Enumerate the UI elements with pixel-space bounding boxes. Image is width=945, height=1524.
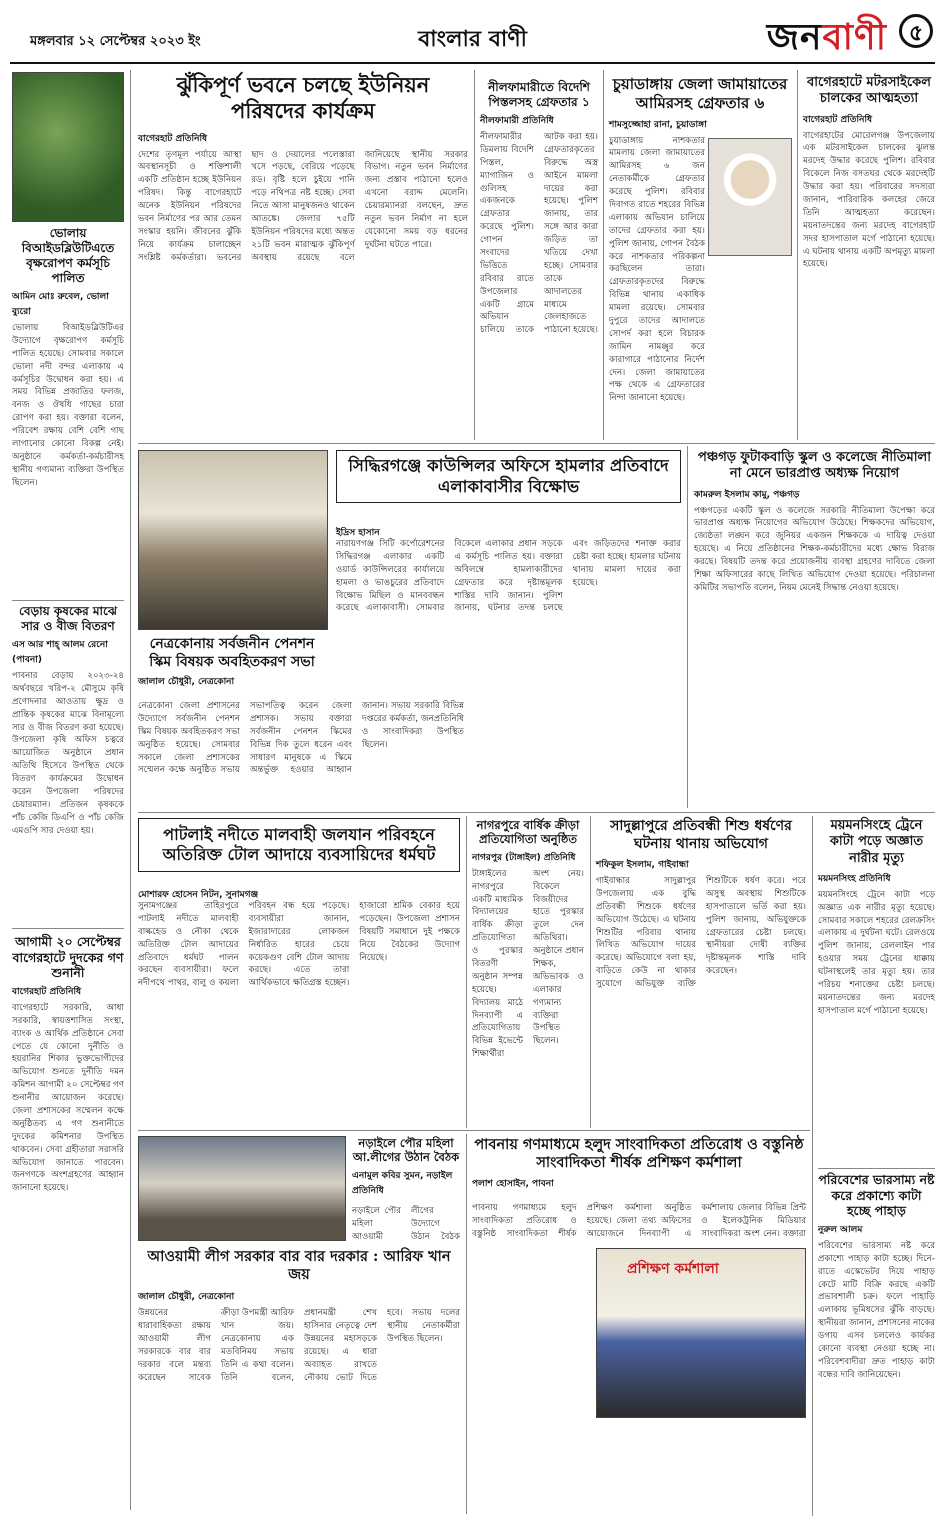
column-rule xyxy=(466,1134,467,1514)
story-awami-league xyxy=(138,1248,460,1507)
headline: আগামী ২০ সেপ্টেম্বর বাগেরহাটে দুদকের গণ শুনানী xyxy=(12,934,124,981)
headline: পঞ্চগড় ফুটাকবাড়ি স্কুল ও কলেজে নীতিমালা না মেনে ভারপ্রাপ্ত অধ্যক্ষ নিয়োগ xyxy=(698,450,931,482)
newspaper-logo xyxy=(767,10,887,70)
story-hills xyxy=(818,1172,935,1515)
headline: নেত্রকোনায় সর্বজনীন পেনশন স্কিম বিষয়ক অবহিতকরণ সভা xyxy=(149,636,315,670)
byline: কামরুল ইসলাম কামু, পঞ্চগড় xyxy=(694,489,800,500)
byline: বাগেরহাট প্রতিনিধি xyxy=(12,986,82,997)
pension-body: নেত্রকোনা জেলা প্রশাসনের উদ্যোগে সর্বজনীন পেনশন স্কিম বিষয়ক অবহিতকরণ সভা অনুষ্ঠিত হয়েছে। সোমবার সকালে জেলা প্রশাসকের সম্মেলন কক্ষে অনুষ্ঠিত সভায় সভাপতিত্ব করেন জেলা প্রশাসক। সভায় বক্তারা সর্বজনীন পেনশন স্কিমের বিভিন্ন দিক তুলে ধরেন এবং সাধারণ মানুষকে এ স্কিমে অন্তর্ভুক্ত হওয়ার আহ্বান জানান। সভায় সরকারি বিভিন্ন দপ্তরের কর্মকর্তা, জনপ্রতিনিধি ও সাংবাদিকরা উপস্থিত ছিলেন। xyxy=(138,701,464,776)
story-sadullapur xyxy=(596,818,806,1115)
byline: শামসুজ্জোহা রানা, চুয়াডাঙ্গা xyxy=(609,119,707,130)
byline: নুরুল আলম xyxy=(818,1224,863,1235)
divider xyxy=(138,1130,810,1131)
story-pension xyxy=(138,636,326,689)
workshop-photo xyxy=(596,1248,806,1418)
divider xyxy=(138,812,935,813)
headline: ভোলায় বিআইডব্লিউটিএতে বৃক্ষরোপণ কর্মসূচি পালিত xyxy=(21,226,115,285)
story-body: চুয়াডাঙ্গায় নাশকতার মামলায় জেলা জামায়াতের আমিরসহ ৬ জন নেতাকর্মীকে গ্রেফতার করেছে পুলিশ। রবিবার দিবাগত রাতে শহরের বিভিন্ন এলাকায় অভিযান চালিয়ে তাদের গ্রেফতার করা হয়। পুলিশ জানায়, গোপন বৈঠক করে নাশকতার পরিকল্পনা করছিলেন তারা। গ্রেফতারকৃতদের বিরুদ্ধে বিভিন্ন থানায় একাধিক মামলা রয়েছে। সোমবার দুপুরে তাদের আদালতে সোপর্দ করা হলে বিচারক জামিন নামঞ্জুর করে কারাগারে পাঠানোর নির্দেশ দেন। জেলা জামায়াতের পক্ষ থেকে এ গ্রেফতারের নিন্দা জানানো হয়েছে। xyxy=(609,135,705,404)
accused-portrait xyxy=(708,138,792,256)
column-rule xyxy=(603,70,604,440)
column-rule xyxy=(474,70,475,440)
byline: এনামুল কবির সুমন, নড়াইল প্রতিনিধি xyxy=(352,1170,453,1196)
story-pabna xyxy=(472,1136,806,1191)
story-body: ভোলায় বিআইডব্লিউটিএর উদ্যোগে বৃক্ষরোপণ কর্মসূচি পালিত হয়েছে। সোমবার সকালে ভোলা নদী বন্দর এলাকায় এ কর্মসূচির উদ্বোধন করা হয়। এ সময় বিভিন্ন প্রজাতির ফলজ, বনজ ও ঔষধি গাছের চারা রোপণ করা হয়। বক্তারা বলেন, পরিবেশ রক্ষায় বেশি বেশি গাছ লাগানোর কোনো বিকল্প নেই। অনুষ্ঠানে কর্মকর্তা-কর্মচারীসহ স্থানীয় গণ্যমান্য ব্যক্তিরা উপস্থিত ছিলেন। xyxy=(12,323,124,488)
tree-planting-photo xyxy=(12,72,124,222)
headline: নড়াইলে পৌর মহিলা আ.লীগের উঠান বৈঠক xyxy=(352,1136,460,1165)
headline: সাদুল্লাপুরে প্রতিবন্ধী শিশু ধর্ষণের ঘটনায় থানায় অভিযোগ xyxy=(610,818,792,852)
byline: পলাশ হোসাইন, পাবনা xyxy=(472,1179,554,1190)
story-jamaat xyxy=(609,75,791,440)
divider xyxy=(138,443,935,444)
story-body: দেশের তৃণমূল পর্যায়ে আস্থা অবস্থানসূচী ও শক্তিশালী একটি প্রতিষ্ঠান হচ্ছে ইউনিয়ন পরিষদ। কিন্তু বাগেরহাটে অনেক ইউনিয়ন পরিষদের ভবন নির্মাণের পর আর তেমন সংস্কার হয়নি। জীবনের ঝুঁকি নিয়ে কার্যক্রম চালাচ্ছেন সংশ্লিষ্ট কর্মকর্তারা। ভবনের ছাদ ও দেয়ালের পলেস্তারা খসে পড়ছে, বেরিয়ে পড়েছে রড। বৃষ্টি হলে চুইয়ে পানি পড়ে নথিপত্র নষ্ট হচ্ছে। সেবা নিতে আসা মানুষজনও থাকেন আতঙ্কে। জেলার ৭৫টি ইউনিয়ন পরিষদের মধ্যে অন্তত ২১টি ভবন মারাত্মক ঝুঁকিপূর্ণ অবস্থায় রয়েছে বলে জানিয়েছে স্থানীয় সরকার বিভাগ। নতুন ভবন নির্মাণের জন্য প্রস্তাব পাঠানো হলেও এখনো বরাদ্দ মেলেনি। চেয়ারম্যানরা বলছেন, দ্রুত নতুন ভবন নির্মাণ না হলে যেকোনো সময় বড় ধরনের দুর্ঘটনা ঘটতে পারে। xyxy=(138,149,468,263)
column-rule xyxy=(466,816,467,1128)
story-nagarpur xyxy=(472,818,584,1123)
masthead-rule xyxy=(10,62,935,64)
story-mymensingh xyxy=(818,818,935,1129)
story-dudok xyxy=(12,934,124,1522)
story-panchagarh xyxy=(694,450,935,805)
column-rule xyxy=(797,70,798,440)
story-body: টাঙ্গাইলের নাগরপুরে একটি মাধ্যমিক বিদ্যালয়ের বার্ষিক ক্রীড়া প্রতিযোগিতা ও পুরস্কার বিতরণী অনুষ্ঠান সম্পন্ন হয়েছে। বিদ্যালয় মাঠে দিনব্যাপী এ প্রতিযোগিতায় বিভিন্ন ইভেন্টে শিক্ষার্থীরা অংশ নেয়। বিকেলে বিজয়ীদের হাতে পুরস্কার তুলে দেন অতিথিরা। অনুষ্ঠানে প্রধান শিক্ষক, অভিভাবক ও এলাকার গণ্যমান্য ব্যক্তিরা উপস্থিত ছিলেন। xyxy=(472,868,584,1060)
headline: বাগেরহাটে মটরসাইকেল চালকের আত্মহত্যা xyxy=(807,75,931,107)
byline: নীলফামারী প্রতিনিধি xyxy=(480,116,554,126)
headline: পাটলাই নদীতে মালবাহী জলযান পরিবহনে অতিরিক্ত টোল আদায়ে ব্যবসায়িদের ধর্মঘট xyxy=(162,825,436,864)
story-body: পরিবেশের ভারসাম্য নষ্ট করে প্রকাশ্যে পাহাড় কাটা হচ্ছে। দিনে-রাতে এস্কেভেটর দিয়ে পাহাড় কেটে মাটি বিক্রি করছে একটি প্রভাবশালী চক্র। ফলে পাহাড়ি এলাকায় ভূমিধসের ঝুঁকি বাড়ছে। স্থানীয়রা জানান, প্রশাসনের নাকের ডগায় এসব চললেও কার্যকর কোনো ব্যবস্থা নেওয়া হচ্ছে না। পরিবেশবাদীরা দ্রুত পাহাড় কাটা বন্ধের দাবি জানিয়েছেন। xyxy=(818,1240,935,1380)
story-body: গাইবান্ধার সাদুল্লাপুর উপজেলায় এক বুদ্ধি প্রতিবন্ধী শিশুকে ধর্ষণের অভিযোগ উঠেছে। এ ঘটনায় শিশুটির পরিবার থানায় লিখিত অভিযোগ দায়ের করেছে। অভিযোগে বলা হয়, বাড়িতে কেউ না থাকার সুযোগে অভিযুক্ত ব্যক্তি শিশুটিকে ধর্ষণ করে। পরে অসুস্থ অবস্থায় শিশুটিকে হাসপাতালে ভর্তি করা হয়। পুলিশ জানায়, অভিযুক্তকে গ্রেফতারের চেষ্টা চলছে। স্থানীয়রা দোষী ব্যক্তির দৃষ্টান্তমূলক শাস্তি দাবি করেছেন। xyxy=(596,876,806,990)
byline: নাগরপুর (টাঙ্গাইল) প্রতিনিধি xyxy=(472,852,576,863)
headline: বেড়ায় কৃষকের মাঝে সার ও বীজ বিতরণ xyxy=(19,604,117,633)
patlai-body: সুনামগঞ্জের তাহিরপুরে পাটলাই নদীতে মালবাহী বাল্কহেড ও নৌকা থেকে অতিরিক্ত টোল আদায়ের প্রতিবাদে ধর্মঘট পালন করছেন ব্যবসায়ীরা। ফলে নদীপথে পাথর, বালু ও কয়লা পরিবহন বন্ধ হয়ে পড়েছে। ব্যবসায়ীরা জানান, ইজারাদারের লোকজন নির্ধারিত হারের চেয়ে কয়েকগুণ বেশি টোল আদায় করছে। এতে তারা আর্থিকভাবে ক্ষতিগ্রস্ত হচ্ছেন। হাজারো শ্রমিক বেকার হয়ে পড়েছেন। উপজেলা প্রশাসন বিষয়টি সমাধানে দুই পক্ষকে নিয়ে বৈঠকের উদ্যোগ নিয়েছে। xyxy=(138,901,460,989)
story-motorcycle xyxy=(803,75,935,422)
paper-name: বাংলার বাণী xyxy=(418,26,527,52)
story-body: ময়মনসিংহে ট্রেনে কাটা পড়ে অজ্ঞাত এক নারীর মৃত্যু হয়েছে। সোমবার সকালে শহরের রেলক্রসিং এলাকায় এ দুর্ঘটনা ঘটে। রেলওয়ে পুলিশ জানায়, রেললাইন পার হওয়ার সময় ট্রেনের ধাক্কায় ঘটনাস্থলেই তার মৃত্যু হয়। তার পরিচয় শনাক্তের চেষ্টা চলছে। ময়নাতদন্তের জন্য মরদেহ হাসপাতাল মর্গে পাঠানো হয়েছে। xyxy=(818,889,935,1016)
headline: পাবনায় গণমাধ্যমে হলুদ সাংবাদিকতা প্রতিরোধ ও বস্তুনিষ্ঠ সাংবাদিকতা শীর্ষক প্রশিক্ষণ কর্মশালা xyxy=(474,1136,804,1172)
pension-meeting-photo xyxy=(138,450,328,630)
column-rule xyxy=(812,816,813,1516)
logo-part-b: বাণী xyxy=(822,17,887,58)
headline: চুয়াডাঙ্গায় জেলা জামায়াতের আমিরসহ গ্রেফতার ৬ xyxy=(612,75,788,112)
story-top-main xyxy=(138,72,468,431)
awami-league-meeting-photo xyxy=(138,1136,346,1241)
byline: জালাল চৌধুরী, নেত্রকোনা xyxy=(138,1292,235,1303)
story-narail xyxy=(352,1136,460,1198)
story-body: পঞ্চগড়ের একটি স্কুল ও কলেজে সরকারি নীতিমালা উপেক্ষা করে ভারপ্রাপ্ত অধ্যক্ষ নিয়োগের অভিযোগ উঠেছে। শিক্ষকদের অভিযোগ, জ্যেষ্ঠতা লঙ্ঘন করে জুনিয়র একজন শিক্ষককে এ দায়িত্ব দেওয়া হয়েছে। এ নিয়ে প্রতিষ্ঠানের শিক্ষক-কর্মচারীদের মধ্যে ক্ষোভ বিরাজ করছে। বিষয়টি তদন্ত করে প্রয়োজনীয় ব্যবস্থা গ্রহণের দাবিতে জেলা শিক্ষা অফিসারের কাছে লিখিত অভিযোগ দেওয়া হয়েছে। পরিচালনা কমিটির সভাপতি বলেন, নিয়ম মেনেই সিদ্ধান্ত নেওয়া হয়েছে। xyxy=(694,505,935,593)
headline: পরিবেশের ভারসাম্য নষ্ট করে প্রকাশ্যে কাটা হচ্ছে পাহাড় xyxy=(818,1172,935,1219)
story-patlai-headline-box xyxy=(138,818,460,872)
headline: ঝুঁকিপূর্ণ ভবনে চলছে ইউনিয়ন পরিষদের কার্যক্রম xyxy=(176,72,430,124)
divider xyxy=(12,600,124,601)
pabna-body: পাবনায় গণমাধ্যমে হলুদ সাংবাদিকতা প্রতিরোধ ও বস্তুনিষ্ঠ সাংবাদিকতা শীর্ষক প্রশিক্ষণ কর্মশালা অনুষ্ঠিত হয়েছে। জেলা তথ্য অফিসের আয়োজনে দিনব্যাপী এ কর্মশালায় জেলার বিভিন্ন প্রিন্ট ও ইলেকট্রনিক মিডিয়ার সাংবাদিকরা অংশ নেন। বক্তারা xyxy=(472,1203,806,1239)
byline: বাগেরহাট প্রতিনিধি xyxy=(138,133,208,144)
logo-part-a: জন xyxy=(766,17,823,58)
divider xyxy=(12,928,124,929)
divider xyxy=(818,1168,935,1169)
column-rule xyxy=(590,816,591,1128)
story-body: উন্নয়নের ধারাবাহিকতা রক্ষায় আওয়ামী লীগ সরকারকে বার বার দরকার বলে মন্তব্য করেছেন সাবেক ক্রীড়া উপমন্ত্রী আরিফ খান জয়। নেত্রকোনায় এক মতবিনিময় সভায় তিনি এ কথা বলেন। তিনি বলেন, প্রধানমন্ত্রী শেখ হাসিনার নেতৃত্বে দেশ উন্নয়নের মহাসড়কে রয়েছে। এ ধারা অব্যাহত রাখতে নৌকায় ভোট দিতে হবে। সভায় দলের স্থানীয় নেতাকর্মীরা উপস্থিত ছিলেন। xyxy=(138,1308,460,1383)
headline: নাগরপুরে বার্ষিক ক্রীড়া প্রতিযোগিতা অনুষ্ঠিত xyxy=(476,818,580,847)
story-body: নীলফামারীর ডিমলায় বিদেশি পিস্তল, ম্যাগাজিন ও গুলিসহ একজনকে গ্রেফতার করেছে পুলিশ। গোপন সংবাদের ভিত্তিতে রবিবার রাতে উপজেলার একটি গ্রামে অভিযান চালিয়ে তাকে আটক করা হয়। গ্রেফতারকৃতের বিরুদ্ধে অস্ত্র আইনে মামলা দায়ের করা হয়েছে। পুলিশ জানায়, তার সঙ্গে আর কারা জড়িত তা খতিয়ে দেখা হচ্ছে। সোমবার তাকে আদালতের মাধ্যমে জেলহাজতে পাঠানো হয়েছে। xyxy=(480,132,598,336)
headline: ময়মনসিংহে ট্রেনে কাটা পড়ে অজ্ঞাত নারীর মৃত্যু xyxy=(829,818,924,866)
story-sidhirganj-headline-box xyxy=(336,450,681,503)
byline: জালাল চৌধুরী, নেত্রকোনা xyxy=(138,677,235,687)
issue-date: মঙ্গলবার ১২ সেপ্টেম্বর ২০২৩ ইং xyxy=(30,34,201,49)
byline: এস আর শাহ্ আলম রেনো (পাবনা) xyxy=(12,640,108,665)
column-rule xyxy=(687,446,688,808)
headline: আওয়ামী লীগ সরকার বার বার দরকার : আরিফ খান জয় xyxy=(147,1248,451,1284)
page-number: ৫ xyxy=(899,14,933,48)
workshop-banner-text: প্রশিক্ষণ কর্মশালা xyxy=(627,1261,719,1277)
headline: নীলফামারীতে বিদেশি পিস্তলসহ গ্রেফতার ১ xyxy=(488,80,590,109)
narail-body: নড়াইলে পৌর মহিলা আওয়ামী লীগের উদ্যোগে উঠান বৈঠক xyxy=(352,1206,460,1242)
story-body: পাবনার বেড়ায় ২০২৩-২৪ অর্থবছরে খরিপ-২ মৌসুমে কৃষি প্রণোদনার আওতায় ক্ষুদ্র ও প্রান্তিক কৃষকের মাঝে বিনামূল্যে সার ও বীজ বিতরণ করা হয়েছে। উপজেলা কৃষি অফিস চত্বরে আয়োজিত অনুষ্ঠানে প্রধান অতিথি হিসেবে উপস্থিত থেকে বিতরণ কার্যক্রমের উদ্বোধন করেন উপজেলা পরিষদের চেয়ারম্যান। প্রতিজন কৃষককে পাঁচ কেজি ডিএপি ও পাঁচ কেজি এমওপি সার দেওয়া হয়। xyxy=(12,671,124,836)
byline: আমিন মোঃ রুবেল, ভোলা ব্যুরো xyxy=(12,292,109,317)
story-body: বাগেরহাটের মোরেলগঞ্জ উপজেলায় এক মটরসাইকেল চালকের ঝুলন্ত মরদেহ উদ্ধার করেছে পুলিশ। রবিবার বিকেলে নিজ বসতঘর থেকে মরদেহটি উদ্ধার করা হয়। পরিবারের সদস্যরা জানান, পারিবারিক কলহের জেরে তিনি আত্মহত্যা করেছেন। ময়নাতদন্তের জন্য মরদেহ বাগেরহাট সদর হাসপাতাল মর্গে পাঠানো হয়েছে। এ ঘটনায় থানায় একটি অপমৃত্যু মামলা হয়েছে। xyxy=(803,130,935,270)
headline: সিদ্ধিরগঞ্জে কাউন্সিলর অফিসে হামলার প্রতিবাদে এলাকাবাসীর বিক্ষোভ xyxy=(348,456,669,496)
column-rule xyxy=(130,70,131,1510)
byline: বাগেরহাট প্রতিনিধি xyxy=(803,114,873,125)
story-body: বাগেরহাটে সরকারি, আধা সরকারি, স্বায়ত্তশাসিত সংস্থা, ব্যাংক ও আর্থিক প্রতিষ্ঠানে সেবা পেতে যে কোনো দুর্নীতি ও হয়রানির শিকার ভুক্তভোগীদের অভিযোগ শুনতে দুর্নীতি দমন কমিশন আগামী ২০ সেপ্টেম্বর গণ শুনানীর আয়োজন করেছে। জেলা প্রশাসকের সম্মেলন কক্ষে অনুষ্ঠিতব্য এ গণ শুনানীতে দুদকের কমিশনার উপস্থিত থাকবেন। সেবা গ্রহীতারা সরাসরি অভিযোগ জানাতে পারবেন। জনগণকে অংশগ্রহণের আহ্বান জানানো হয়েছে। xyxy=(12,1002,124,1194)
patlai-byline: মোশারফ হোসেন নিটন, সুনামগঞ্জ xyxy=(138,890,259,900)
byline: ময়মনসিংহ প্রতিনিধি xyxy=(818,873,891,884)
byline: শফিকুল ইসলাম, গাইবান্ধা xyxy=(596,860,689,870)
story-seed xyxy=(12,604,124,935)
sidhirganj-byline: ইদ্রিস হাসান xyxy=(336,528,380,538)
sidhirganj-body: নারায়ণগঞ্জ সিটি কর্পোরেশনের সিদ্ধিরগঞ্জ এলাকার একটি ওয়ার্ড কাউন্সিলরের কার্যালয়ে হামলা ও ভাঙচুরের প্রতিবাদে বিক্ষোভ মিছিল ও মানববন্ধন করেছে এলাকাবাসী। সোমবার বিকেলে এলাকার প্রধান সড়কে এ কর্মসূচি পালিত হয়। বক্তারা অবিলম্বে হামলাকারীদের গ্রেফতার করে দৃষ্টান্তমূলক শাস্তির দাবি জানান। পুলিশ জানায়, ঘটনার তদন্ত চলছে এবং জড়িতদের শনাক্ত করার চেষ্টা করা হচ্ছে। হামলার ঘটনায় থানায় মামলা দায়ের করা হয়েছে। xyxy=(336,539,681,614)
story-pistol xyxy=(480,80,598,431)
